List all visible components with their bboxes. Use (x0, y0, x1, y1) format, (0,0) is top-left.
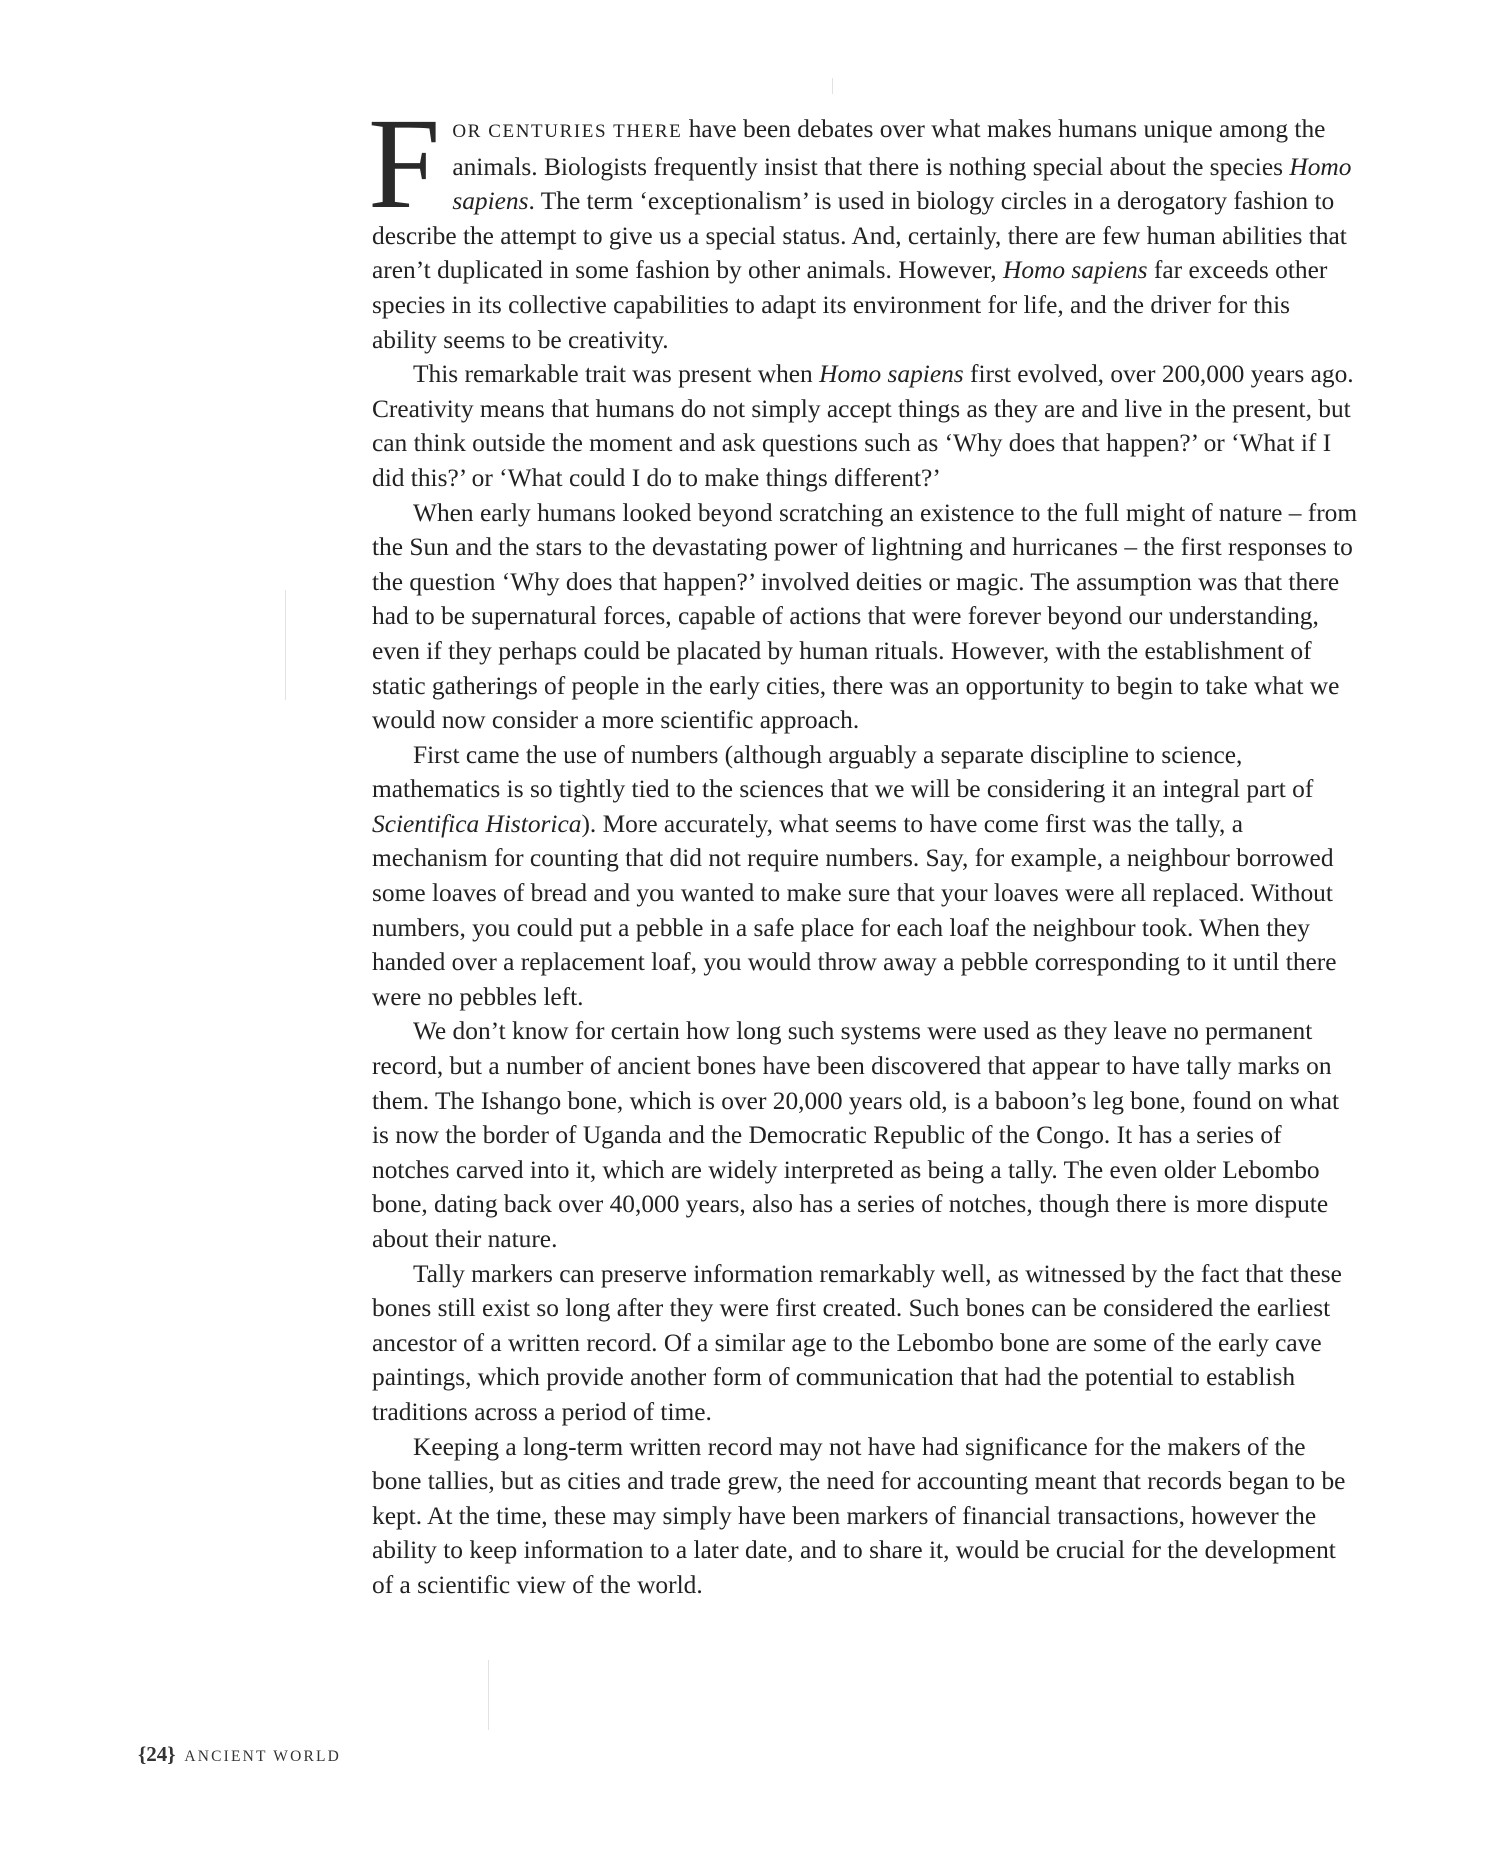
lead-in: OR CENTURIES THERE (452, 121, 683, 142)
page-footer (138, 1742, 341, 1767)
section-title: ANCIENT WORLD (184, 1748, 342, 1765)
page-number: {24} (138, 1742, 176, 1766)
article-body (368, 92, 1360, 1603)
paragraph: First came the use of numbers (although arguably a separate discipline to science, mathematics is so tightly tied to the sciences that we will be considering it an integral part of Scientifica Historica). More accurately, what seems to have come first was the tally, a mechanism for counting that did not require numbers. Say, for example, a neighbour borrowed some loaves of bread and you wanted to make sure that your loaves were all replaced. Without numbers, you could put a pebble in a safe place for each loaf the neighbour took. When they handed over a replacement loaf, you would throw away a pebble corresponding to it until there were no pebbles left. (372, 740, 1337, 1011)
paragraph: FOR CENTURIES THERE have been debates over what makes humans unique among the animals. Biologists frequently insist that there is nothing special about the species Homo sapiens. The term ‘exceptionalism’ is used in biology circles in a derogatory fashion to describe the attempt to give us a special status. And, certainly, there are few human abilities that aren’t duplicated in some fashion by other animals. However, Homo sapiens far exceeds other species in its collective capabilities to adapt its environment for life, and the driver for this ability seems to be creativity. (368, 92, 1352, 354)
drop-cap: F (368, 92, 441, 236)
paragraph: We don’t know for certain how long such systems were used as they leave no permanent record, but a number of ancient bones have been discovered that appear to have tally marks on them. The Ishango bone, which is over 20,000 years old, is a baboon’s leg bone, found on what is now the border of Uganda and the Democratic Republic of the Congo. It has a series of notches carved into it, which are widely interpreted as being a tally. The even older Lebombo bone, dating back over 40,000 years, also has a series of notches, though there is more dispute about their nature. (372, 1017, 1340, 1253)
scan-mark (285, 590, 286, 700)
scan-mark (832, 78, 833, 94)
paragraph: When early humans looked beyond scratching an existence to the full might of nature – from the Sun and the stars to the devastating power of lightning and hurricanes – the first responses to the question ‘Why does that happen?’ involved deities or magic. The assumption was that there had to be supernatural forces, capable of actions that were forever beyond our understanding, even if they perhaps could be placated by human rituals. However, with the establishment of static gatherings of people in the early cities, there was an opportunity to begin to take what we would now consider a more scientific approach. (372, 498, 1358, 735)
paragraph: Tally markers can preserve information remarkably well, as witnessed by the fact that these bones still exist so long after they were first created. Such bones can be considered the earliest ancestor of a written record. Of a similar age to the Lebombo bone are some of the early cave paintings, which provide another form of communication that had the potential to establish traditions across a period of time. (372, 1259, 1342, 1426)
paragraph: This remarkable trait was present when Homo sapiens first evolved, over 200,000 years ago. Creativity means that humans do not simply accept things as they are and live in the present, but can think outside the moment and ask questions such as ‘Why does that happen?’ or ‘What if I did this?’ or ‘What could I do to make things different?’ (372, 360, 1354, 492)
scan-mark (488, 1660, 489, 1730)
paragraph: Keeping a long-term written record may not have had significance for the makers of the bone tallies, but as cities and trade grew, the need for accounting meant that records began to be kept. At the time, these may simply have been markers of financial transactions, however the ability to keep information to a later date, and to share it, would be crucial for the development of a scientific view of the world. (372, 1432, 1346, 1599)
